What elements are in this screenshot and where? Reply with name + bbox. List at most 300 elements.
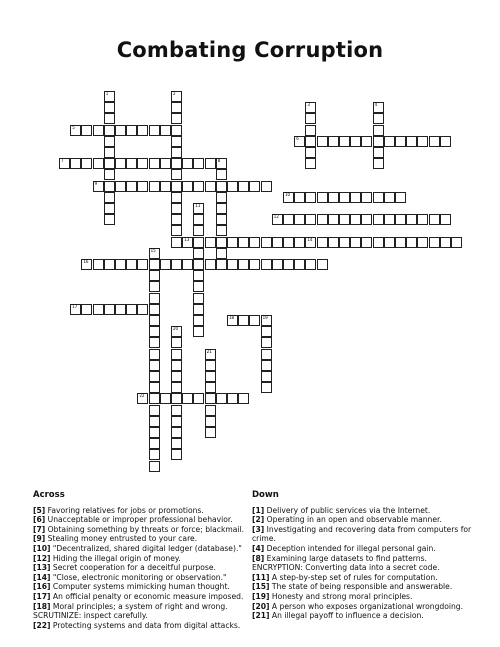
grid-cell[interactable] [328, 237, 339, 248]
grid-cell[interactable] [238, 181, 249, 192]
grid-cell[interactable] [339, 214, 350, 225]
clue-number-label: 11 [195, 203, 201, 208]
grid-cell[interactable] [193, 326, 204, 337]
grid-cell[interactable] [440, 136, 451, 147]
grid-cell[interactable] [104, 158, 115, 169]
clue-item [252, 544, 474, 554]
grid-cell[interactable] [149, 304, 160, 315]
grid-cell[interactable] [149, 427, 160, 438]
grid-cell[interactable] [171, 203, 182, 214]
grid-cell[interactable] [126, 259, 137, 270]
grid-cell[interactable] [261, 360, 272, 371]
grid-cell[interactable] [238, 237, 249, 248]
grid-cell[interactable] [182, 237, 193, 248]
grid-cell[interactable] [216, 192, 227, 203]
clue-text: Investigating and recovering data from computers for crime. [252, 524, 472, 544]
grid-cell[interactable] [171, 449, 182, 460]
grid-cell[interactable] [104, 181, 115, 192]
clue-number-label: 3 [307, 102, 310, 108]
grid-cell[interactable] [171, 438, 182, 449]
grid-cell[interactable] [261, 237, 272, 248]
grid-cell[interactable] [149, 293, 160, 304]
grid-cell[interactable] [227, 237, 238, 248]
clue-item [33, 573, 245, 583]
grid-cell[interactable] [305, 125, 316, 136]
clue-number-label: 4 [374, 102, 378, 108]
clue-text: "Close, electronic monitoring or observation." [50, 572, 227, 582]
grid-cell[interactable] [216, 169, 227, 180]
clue-number-label: 22 [139, 393, 145, 399]
grid-cell[interactable] [350, 214, 361, 225]
grid-cell[interactable] [171, 181, 182, 192]
grid-cell[interactable] [193, 203, 204, 214]
grid-cell[interactable] [216, 259, 227, 270]
grid-cell[interactable] [93, 304, 104, 315]
grid-cell[interactable] [216, 214, 227, 225]
grid-cell[interactable] [93, 158, 104, 169]
grid-cell[interactable] [171, 225, 182, 236]
clue-number: [3] [252, 524, 265, 534]
grid-cell[interactable] [193, 304, 204, 315]
grid-cell[interactable] [339, 237, 350, 248]
grid-cell[interactable] [149, 416, 160, 427]
grid-cell[interactable] [216, 225, 227, 236]
grid-cell[interactable] [205, 416, 216, 427]
clue-number: [4] [252, 543, 265, 553]
grid-cell[interactable] [149, 449, 160, 460]
grid-cell[interactable] [294, 259, 305, 270]
grid-cell[interactable] [216, 158, 227, 169]
grid-cell[interactable] [317, 237, 328, 248]
clue-item [33, 515, 245, 525]
grid-cell[interactable] [115, 259, 126, 270]
grid-cell[interactable] [115, 304, 126, 315]
grid-cell[interactable] [384, 136, 395, 147]
grid-cell[interactable] [171, 214, 182, 225]
grid-cell[interactable] [205, 393, 216, 404]
clue-item [252, 611, 474, 621]
grid-cell[interactable] [149, 270, 160, 281]
clue-number: [2] [252, 515, 265, 525]
grid-cell[interactable] [193, 293, 204, 304]
clue-number: [10] [33, 543, 51, 553]
grid-cell[interactable] [395, 214, 406, 225]
across-heading: Across [33, 490, 65, 500]
grid-cell[interactable] [171, 91, 182, 102]
grid-cell[interactable] [205, 371, 216, 382]
clue-item [252, 602, 474, 612]
grid-cell[interactable] [406, 214, 417, 225]
grid-cell[interactable] [104, 125, 115, 136]
grid-cell[interactable] [238, 315, 249, 326]
clue-item [33, 544, 245, 554]
grid-cell[interactable] [171, 147, 182, 158]
grid-cell[interactable] [373, 147, 384, 158]
grid-cell[interactable] [305, 147, 316, 158]
clue-item [33, 506, 245, 516]
clue-item [33, 563, 245, 573]
clue-item [252, 592, 474, 602]
grid-cell[interactable] [104, 136, 115, 147]
clue-number-label: 16 [83, 259, 89, 264]
grid-cell[interactable] [216, 237, 227, 248]
clue-item [33, 525, 245, 535]
grid-cell[interactable] [104, 192, 115, 203]
clue-number: [1] [252, 505, 265, 515]
clue-text: Obtaining something by threats or force; blackmail. [45, 524, 245, 534]
grid-cell[interactable] [350, 192, 361, 203]
clue-item [252, 554, 474, 573]
grid-cell[interactable] [126, 181, 137, 192]
grid-cell[interactable] [305, 158, 316, 169]
grid-cell[interactable] [205, 427, 216, 438]
grid-cell[interactable] [305, 237, 316, 248]
clue-text: Unacceptable or improper professional behavior. [45, 515, 233, 525]
clue-number: [7] [33, 524, 46, 534]
clue-number-label: 15 [150, 247, 156, 253]
grid-cell[interactable] [193, 214, 204, 225]
grid-cell[interactable] [193, 158, 204, 169]
grid-cell[interactable] [227, 259, 238, 270]
grid-cell[interactable] [149, 326, 160, 337]
grid-cell[interactable] [205, 405, 216, 416]
grid-cell[interactable] [182, 259, 193, 270]
grid-cell[interactable] [115, 181, 126, 192]
grid-cell[interactable] [81, 125, 92, 136]
grid-cell[interactable] [193, 237, 204, 248]
grid-cell[interactable] [406, 237, 417, 248]
grid-cell[interactable] [205, 382, 216, 393]
clue-number-label: 18 [229, 315, 235, 320]
grid-cell[interactable] [328, 136, 339, 147]
grid-cell[interactable] [104, 304, 115, 315]
grid-cell[interactable] [104, 147, 115, 158]
grid-cell[interactable] [149, 461, 160, 472]
grid-cell[interactable] [261, 382, 272, 393]
grid-cell[interactable] [160, 259, 171, 270]
grid-cell[interactable] [149, 181, 160, 192]
clue-item [33, 534, 245, 544]
grid-cell[interactable] [137, 158, 148, 169]
grid-cell[interactable] [294, 192, 305, 203]
grid-cell[interactable] [182, 393, 193, 404]
grid-cell[interactable] [137, 181, 148, 192]
grid-cell[interactable] [193, 181, 204, 192]
clue-number: [20] [252, 601, 270, 611]
grid-cell[interactable] [328, 214, 339, 225]
grid-cell[interactable] [249, 315, 260, 326]
grid-cell[interactable] [261, 349, 272, 360]
grid-cell[interactable] [205, 349, 216, 360]
grid-cell[interactable] [193, 259, 204, 270]
grid-cell[interactable] [227, 181, 238, 192]
grid-cell[interactable] [93, 259, 104, 270]
grid-cell[interactable] [429, 136, 440, 147]
grid-cell[interactable] [81, 304, 92, 315]
grid-cell[interactable] [93, 181, 104, 192]
grid-cell[interactable] [149, 405, 160, 416]
clue-item [252, 506, 474, 516]
grid-cell[interactable] [115, 158, 126, 169]
grid-cell[interactable] [384, 192, 395, 203]
clue-item [252, 582, 474, 592]
grid-cell[interactable] [171, 393, 182, 404]
clue-item [252, 573, 474, 583]
grid-cell[interactable] [283, 237, 294, 248]
clue-text: Moral principles; a system of right and wrong. SCRUTINIZE: inspect carefully. [33, 601, 228, 621]
grid-cell[interactable] [440, 237, 451, 248]
grid-cell[interactable] [70, 304, 81, 315]
grid-cell[interactable] [104, 113, 115, 124]
grid-cell[interactable] [216, 181, 227, 192]
grid-cell[interactable] [160, 393, 171, 404]
grid-cell[interactable] [126, 125, 137, 136]
grid-cell[interactable] [294, 214, 305, 225]
grid-cell[interactable] [451, 237, 462, 248]
grid-cell[interactable] [361, 214, 372, 225]
grid-cell[interactable] [171, 416, 182, 427]
grid-cell[interactable] [193, 281, 204, 292]
grid-cell[interactable] [249, 237, 260, 248]
grid-cell[interactable] [272, 259, 283, 270]
grid-cell[interactable] [317, 259, 328, 270]
grid-cell[interactable] [171, 158, 182, 169]
grid-cell[interactable] [305, 113, 316, 124]
grid-cell[interactable] [294, 237, 305, 248]
grid-cell[interactable] [205, 237, 216, 248]
grid-cell[interactable] [406, 136, 417, 147]
grid-cell[interactable] [361, 136, 372, 147]
grid-cell[interactable] [373, 192, 384, 203]
grid-cell[interactable] [171, 337, 182, 348]
grid-cell[interactable] [193, 315, 204, 326]
down-clues [252, 491, 474, 621]
grid-cell[interactable] [171, 136, 182, 147]
clue-number-label: 1 [105, 91, 109, 96]
grid-cell[interactable] [384, 237, 395, 248]
clue-number: [12] [33, 553, 51, 563]
clue-text: "Decentralized, shared digital ledger (database)." [50, 543, 242, 553]
clue-text: A person who exposes organizational wrongdoing. [269, 601, 464, 611]
grid-cell[interactable] [149, 315, 160, 326]
grid-cell[interactable] [149, 248, 160, 259]
clue-number-label: 8 [217, 158, 221, 164]
grid-cell[interactable] [373, 102, 384, 113]
grid-cell[interactable] [171, 169, 182, 180]
grid-cell[interactable] [238, 259, 249, 270]
grid-cell[interactable] [227, 315, 238, 326]
clue-number: [18] [33, 601, 51, 611]
clue-text: An official penalty or economic measure imposed. [50, 591, 244, 601]
grid-cell[interactable] [171, 192, 182, 203]
grid-cell[interactable] [395, 192, 406, 203]
grid-cell[interactable] [373, 237, 384, 248]
clue-number: [11] [252, 572, 270, 582]
clue-number-label: 14 [307, 236, 313, 242]
clue-text: A step-by-step set of rules for computation. [269, 572, 438, 582]
grid-cell[interactable] [216, 203, 227, 214]
clue-item [33, 621, 245, 631]
grid-cell[interactable] [70, 125, 81, 136]
grid-cell[interactable] [149, 438, 160, 449]
grid-cell[interactable] [350, 237, 361, 248]
clue-number-label: 17 [72, 303, 78, 309]
grid-cell[interactable] [126, 158, 137, 169]
clue-text: Protecting systems and data from digital attacks. [50, 620, 241, 630]
grid-cell[interactable] [193, 248, 204, 259]
grid-cell[interactable] [171, 326, 182, 337]
grid-cell[interactable] [104, 169, 115, 180]
grid-cell[interactable] [249, 181, 260, 192]
grid-cell[interactable] [104, 203, 115, 214]
puzzle-title: Combating Corruption [116, 38, 384, 62]
grid-cell[interactable] [171, 259, 182, 270]
grid-cell[interactable] [193, 393, 204, 404]
grid-cell[interactable] [395, 237, 406, 248]
grid-cell[interactable] [59, 158, 70, 169]
clue-number-label: 6 [296, 135, 299, 141]
grid-cell[interactable] [350, 136, 361, 147]
grid-cell[interactable] [261, 259, 272, 270]
grid-cell[interactable] [193, 225, 204, 236]
grid-cell[interactable] [261, 371, 272, 382]
clue-number-label: 19 [262, 315, 268, 320]
grid-cell[interactable] [429, 214, 440, 225]
grid-cell[interactable] [81, 158, 92, 169]
grid-cell[interactable] [373, 113, 384, 124]
grid-cell[interactable] [149, 281, 160, 292]
grid-cell[interactable] [70, 158, 81, 169]
grid-cell[interactable] [339, 136, 350, 147]
grid-cell[interactable] [149, 393, 160, 404]
grid-cell[interactable] [149, 349, 160, 360]
grid-cell[interactable] [104, 259, 115, 270]
grid-cell[interactable] [317, 214, 328, 225]
grid-cell[interactable] [137, 304, 148, 315]
grid-cell[interactable] [137, 393, 148, 404]
grid-cell[interactable] [305, 259, 316, 270]
grid-cell[interactable] [361, 237, 372, 248]
grid-cell[interactable] [149, 371, 160, 382]
grid-cell[interactable] [205, 181, 216, 192]
grid-cell[interactable] [361, 192, 372, 203]
clue-text: An illegal payoff to influence a decision. [269, 611, 424, 621]
grid-cell[interactable] [305, 136, 316, 147]
grid-cell[interactable] [171, 349, 182, 360]
grid-cell[interactable] [126, 304, 137, 315]
grid-cell[interactable] [149, 158, 160, 169]
grid-cell[interactable] [171, 360, 182, 371]
grid-cell[interactable] [328, 192, 339, 203]
grid-cell[interactable] [317, 136, 328, 147]
clue-number-label: 20 [173, 326, 179, 332]
grid-cell[interactable] [171, 382, 182, 393]
grid-cell[interactable] [261, 181, 272, 192]
grid-cell[interactable] [171, 427, 182, 438]
grid-cell[interactable] [384, 214, 395, 225]
grid-cell[interactable] [395, 136, 406, 147]
grid-cell[interactable] [160, 125, 171, 136]
grid-cell[interactable] [216, 393, 227, 404]
grid-cell[interactable] [249, 259, 260, 270]
grid-cell[interactable] [305, 192, 316, 203]
grid-cell[interactable] [373, 214, 384, 225]
grid-cell[interactable] [283, 259, 294, 270]
grid-cell[interactable] [417, 237, 428, 248]
clue-number: [5] [33, 505, 46, 515]
grid-cell[interactable] [272, 237, 283, 248]
grid-cell[interactable] [261, 315, 272, 326]
clue-number: [22] [33, 620, 51, 630]
grid-cell[interactable] [227, 393, 238, 404]
grid-cell[interactable] [305, 102, 316, 113]
grid-cell[interactable] [149, 337, 160, 348]
grid-cell[interactable] [182, 181, 193, 192]
grid-cell[interactable] [115, 125, 126, 136]
grid-cell[interactable] [373, 158, 384, 169]
across-clue-list [33, 506, 245, 631]
grid-cell[interactable] [104, 214, 115, 225]
grid-cell[interactable] [238, 393, 249, 404]
grid-cell[interactable] [294, 136, 305, 147]
grid-cell[interactable] [261, 326, 272, 337]
grid-cell[interactable] [171, 102, 182, 113]
grid-cell[interactable] [317, 192, 328, 203]
grid-cell[interactable] [283, 192, 294, 203]
clue-text: Honesty and strong moral principles. [269, 591, 413, 601]
clue-text: Computer systems mimicking human thought. [50, 582, 230, 592]
grid-cell[interactable] [417, 214, 428, 225]
grid-cell[interactable] [81, 259, 92, 270]
grid-cell[interactable] [339, 192, 350, 203]
grid-cell[interactable] [171, 405, 182, 416]
grid-cell[interactable] [104, 102, 115, 113]
grid-cell[interactable] [149, 382, 160, 393]
grid-cell[interactable] [272, 214, 283, 225]
clue-number: [9] [33, 534, 46, 544]
clue-number: [6] [33, 515, 46, 525]
grid-cell[interactable] [93, 125, 104, 136]
grid-cell[interactable] [149, 360, 160, 371]
grid-cell[interactable] [171, 371, 182, 382]
grid-cell[interactable] [440, 214, 451, 225]
grid-cell[interactable] [305, 214, 316, 225]
grid-cell[interactable] [373, 136, 384, 147]
grid-cell[interactable] [429, 237, 440, 248]
grid-cell[interactable] [104, 91, 115, 102]
grid-cell[interactable] [205, 360, 216, 371]
grid-cell[interactable] [193, 270, 204, 281]
grid-cell[interactable] [137, 259, 148, 270]
grid-cell[interactable] [160, 181, 171, 192]
grid-cell[interactable] [149, 259, 160, 270]
grid-cell[interactable] [205, 158, 216, 169]
grid-cell[interactable] [149, 125, 160, 136]
grid-cell[interactable] [171, 113, 182, 124]
grid-cell[interactable] [283, 214, 294, 225]
grid-cell[interactable] [417, 136, 428, 147]
grid-cell[interactable] [261, 337, 272, 348]
grid-cell[interactable] [182, 158, 193, 169]
grid-cell[interactable] [373, 125, 384, 136]
down-heading: Down [252, 490, 279, 500]
grid-cell[interactable] [160, 158, 171, 169]
grid-cell[interactable] [205, 259, 216, 270]
grid-cell[interactable] [171, 125, 182, 136]
grid-cell[interactable] [137, 125, 148, 136]
grid-cell[interactable] [171, 237, 182, 248]
grid-cell[interactable] [216, 248, 227, 259]
